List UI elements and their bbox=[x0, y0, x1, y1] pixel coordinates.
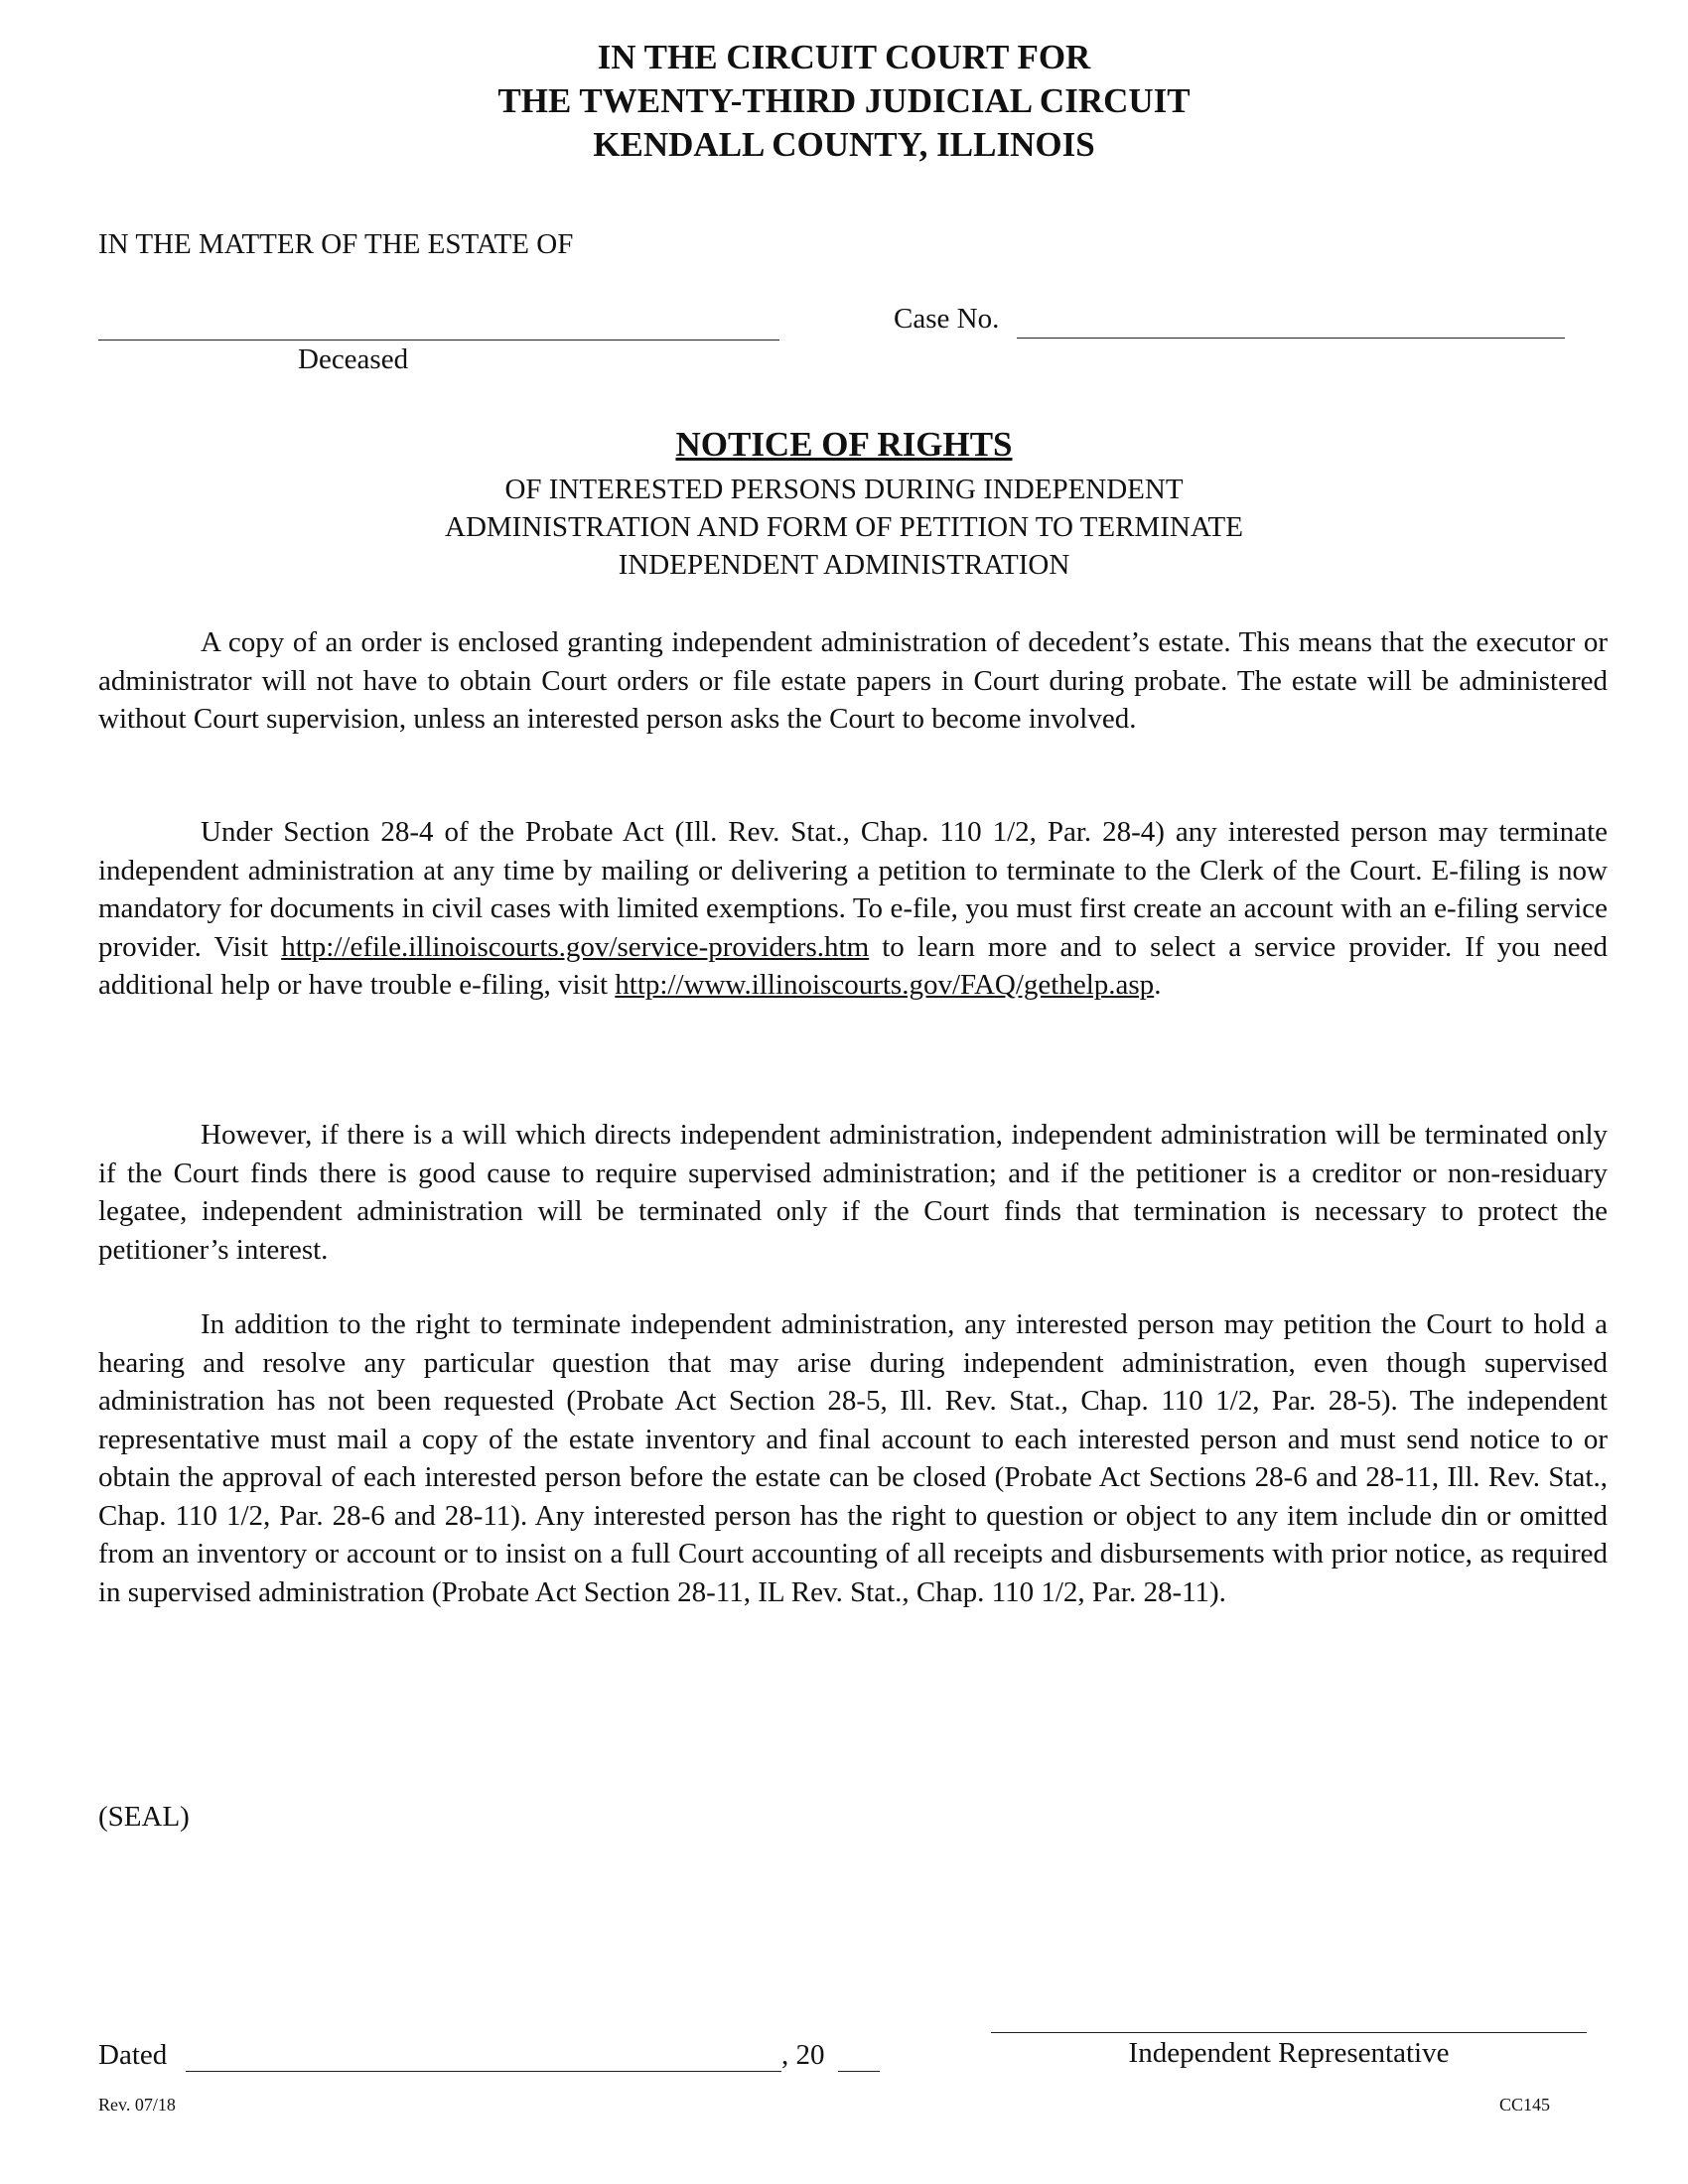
year-field[interactable] bbox=[838, 2071, 880, 2072]
seal-label: (SEAL) bbox=[98, 1801, 190, 1833]
deceased-label: Deceased bbox=[298, 343, 409, 375]
subtitle-line-2: ADMINISTRATION AND FORM OF PETITION TO TERMINATE bbox=[445, 511, 1243, 543]
case-number-field[interactable] bbox=[1017, 338, 1565, 339]
court-header bbox=[0, 36, 1688, 167]
decedent-name-field[interactable] bbox=[98, 340, 779, 341]
revision-label: Rev. 07/18 bbox=[98, 2095, 176, 2115]
representative-signature-field[interactable] bbox=[991, 2032, 1587, 2033]
date-field[interactable] bbox=[186, 2071, 781, 2072]
paragraph-order-enclosed: A copy of an order is enclosed granting independent administration of decedent’s estate. This means that the executor or administrator will not have to obtain Court orders or file estate papers in Court during probate. The estate will be administered without Court supervision, unless an interested person asks the Court to become involved. bbox=[98, 626, 1608, 735]
form-number: CC145 bbox=[1499, 2095, 1551, 2115]
gethelp-link[interactable]: http://www.illinoiscourts.gov/FAQ/gethelp.asp bbox=[615, 969, 1155, 1001]
subtitle-line-3: INDEPENDENT ADMINISTRATION bbox=[618, 549, 1070, 581]
paragraph-will-directs: However, if there is a will which directs independent administration, independent administration will be terminated only if the Court finds there is good cause to require supervised administration; and if the petitioner is a creditor or non-residuary legatee, independent administration will be terminated only if the Court finds that termination is necessary to protect the petitioner’s interest. bbox=[98, 1119, 1608, 1266]
paragraph-2-text-b: to learn more and to select a service provider. If you need additional help or have trouble e-filing, visit bbox=[98, 930, 1609, 1001]
year-prefix: , 20 bbox=[781, 2039, 825, 2071]
service-providers-link[interactable]: http://efile.illinoiscourts.gov/service-providers.htm bbox=[281, 930, 870, 963]
paragraph-2-text-c: . bbox=[1154, 969, 1162, 1001]
paragraph-termination-rights bbox=[98, 813, 1608, 1005]
notice-title: NOTICE OF RIGHTS bbox=[675, 425, 1013, 464]
case-number-label: Case No. bbox=[894, 303, 1000, 335]
representative-label: Independent Representative bbox=[1128, 2037, 1450, 2069]
header-line-3: KENDALL COUNTY, ILLINOIS bbox=[593, 125, 1095, 164]
header-line-1: IN THE CIRCUIT COURT FOR bbox=[597, 38, 1091, 76]
dated-label: Dated bbox=[98, 2039, 168, 2071]
subtitle-line-1: OF INTERESTED PERSONS DURING INDEPENDENT bbox=[504, 474, 1184, 505]
header-line-2: THE TWENTY-THIRD JUDICIAL CIRCUIT bbox=[497, 81, 1191, 120]
paragraph-additional-rights: In addition to the right to terminate independent administration, any interested person may petition the Court to hold a hearing and resolve any particular question that may arise during independent administration, even though supervised administration has not been requested (Probate Act Section 28-5, Ill. Rev. Stat., Chap. 110 1/2, Par. 28-5). The independent representative must mail a copy of the estate inventory and final account to each interested person and must send notice to or obtain the approval of each interested person before the estate can be closed (Probate Act Sections 28-6 and 28-11, Ill. Rev. Stat., Chap. 110 1/2, Par. 28-6 and 28-11). Any interested person has the right to question or object to any item include din or omitted from an inventory or account or to insist on a full Court accounting of all receipts and disbursements with prior notice, as required in supervised administration (Probate Act Section 28-11, IL Rev. Stat., Chap. 110 1/2, Par. 28-11). bbox=[98, 1308, 1608, 1608]
notice-subtitle bbox=[0, 471, 1688, 584]
estate-matter-label: IN THE MATTER OF THE ESTATE OF bbox=[98, 228, 574, 260]
paragraph-2-text-a: Under Section 28-4 of the Probate Act (Ill. Rev. Stat., Chap. 110 1/2, Par. 28-4) any interested person may terminate independent administration at any time by mailing or delivering a petition to terminate to the Clerk of the Court. E-filing is now mandatory for documents in civil cases with limited exemptions. To e-file, you must first create an account with an e-filing service provider. Visit bbox=[98, 816, 1608, 963]
